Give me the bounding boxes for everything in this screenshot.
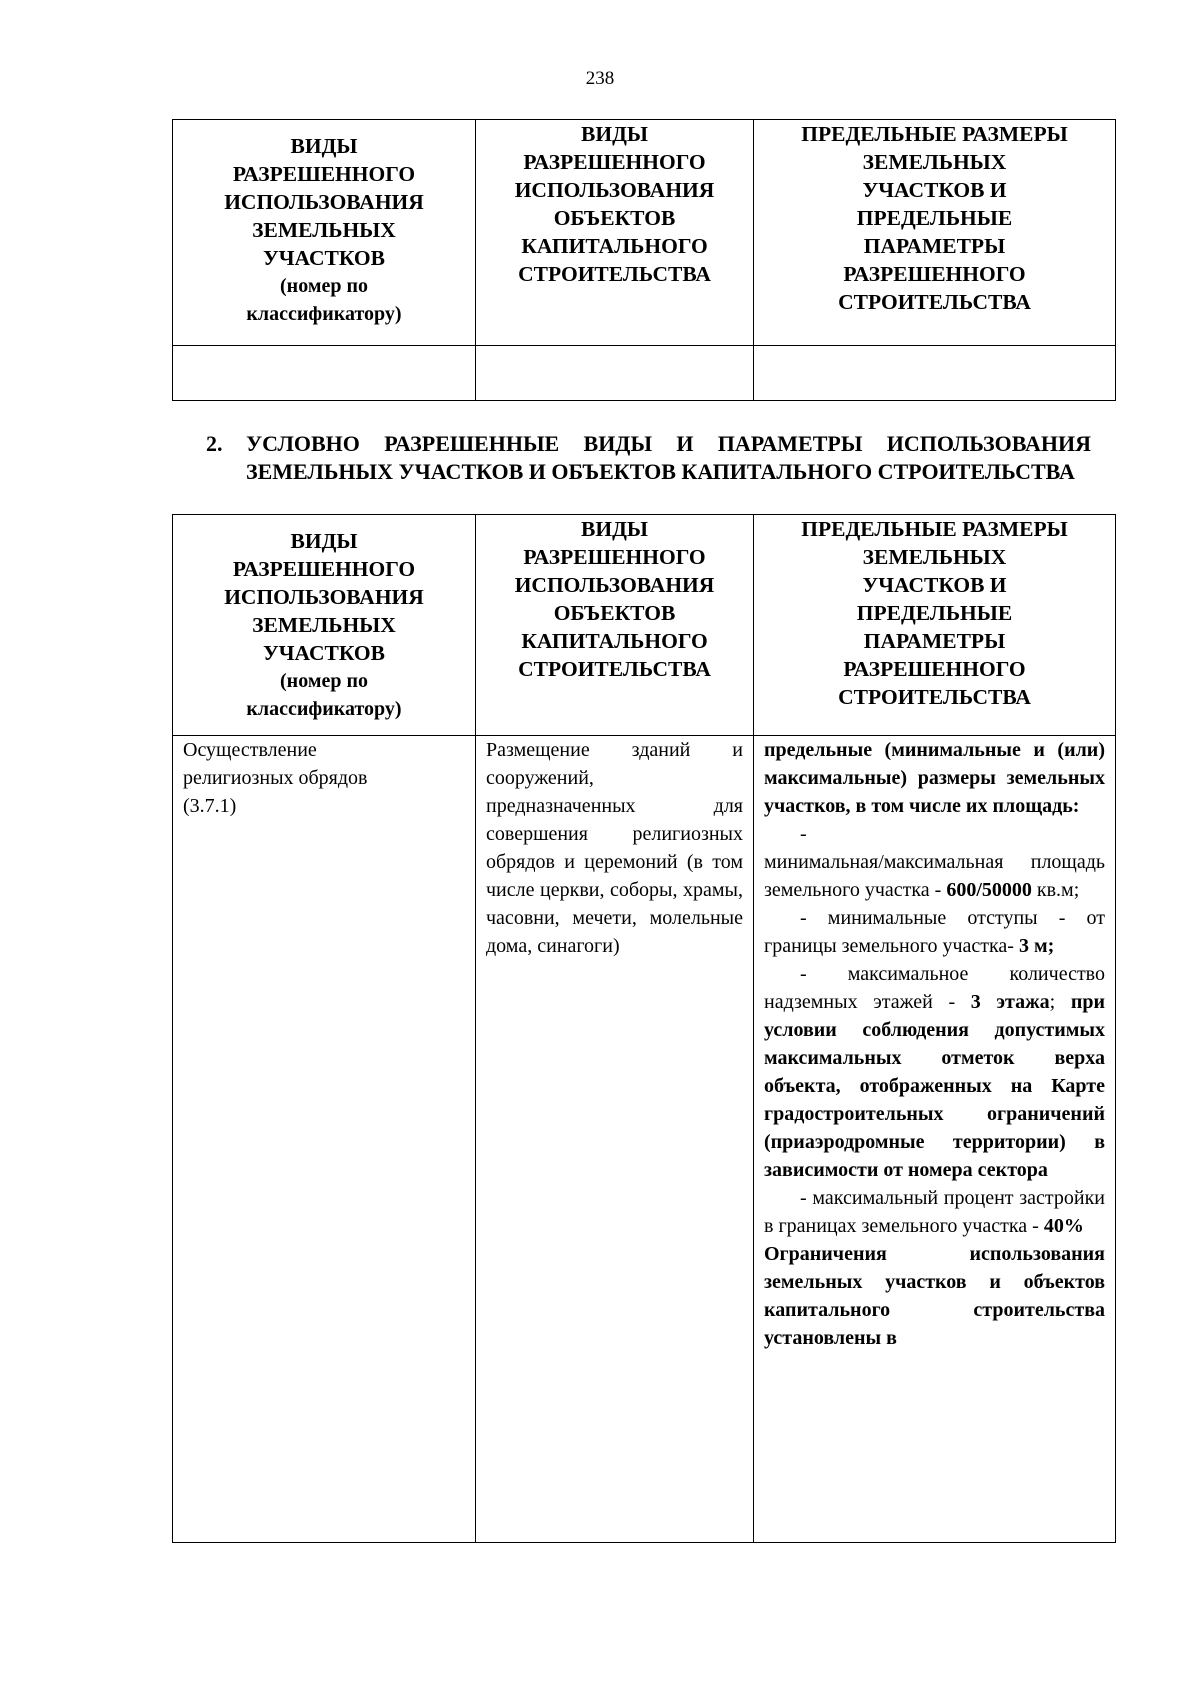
params-area-value: 600/50000 (946, 879, 1032, 901)
header-line: УЧАСТКОВ И (862, 573, 1007, 597)
params-restrictions: Ограничения использования земельных участков и объектов капитального строительства установлены в (764, 1243, 1105, 1349)
params-coverage-value: 40% (1043, 1215, 1084, 1237)
empty-cell (476, 346, 754, 401)
header-cell-limit-sizes (754, 120, 1116, 346)
header-line: РАЗРЕШЕННОГО (843, 262, 1026, 286)
header-line: ЗЕМЕЛЬНЫХ (252, 218, 396, 242)
header-line: РАЗРЕШЕННОГО (843, 657, 1026, 681)
header-line: (номер по (280, 670, 368, 692)
header-line: ИСПОЛЬЗОВАНИЯ (224, 585, 424, 609)
params-area-text: минимальная/максимальная площадь земельного участка - (764, 851, 1105, 901)
header-line: ПАРАМЕТРЫ (863, 629, 1006, 653)
header-cell-capital-objects (476, 120, 754, 346)
header-line: ПРЕДЕЛЬНЫЕ (856, 601, 1013, 625)
table-header-row (173, 515, 1116, 736)
header-line: ВИДЫ (290, 529, 358, 553)
limit-parameters-cell (754, 736, 1116, 1543)
header-line: (номер по (280, 275, 368, 297)
header-line: ВИДЫ (290, 134, 358, 158)
capital-objects-text: Размещение зданий и сооружений, предназначенных для совершения религиозных обрядов и церемоний (в том числе церкви, соборы, храмы, часовни, мечети, молельные дома, синагоги) (486, 739, 743, 957)
header-line: ВИДЫ (581, 122, 648, 146)
params-coverage (764, 1184, 1105, 1240)
page-number: 238 (585, 68, 615, 89)
header-line: классификатору) (246, 303, 402, 325)
params-floors (764, 960, 1105, 1184)
table-header-row (173, 120, 1116, 346)
header-line: РАЗРЕШЕННОГО (523, 150, 706, 174)
params-setback-value: 3 м; (1018, 935, 1055, 957)
header-line: СТРОИТЕЛЬСТВА (838, 685, 1031, 709)
params-area (764, 848, 1105, 904)
header-line: СТРОИТЕЛЬСТВА (838, 290, 1031, 314)
header-line: ПРЕДЕЛЬНЫЕ РАЗМЕРЫ (801, 122, 1068, 146)
params-floors-sep: ; (1049, 991, 1056, 1013)
header-line: УЧАСТКОВ (263, 641, 385, 665)
header-line: РАЗРЕШЕННОГО (523, 545, 706, 569)
params-intro: предельные (минимальные и (или) максимальные) размеры земельных участков, в том числе их площадь: (764, 739, 1105, 817)
header-line: ПРЕДЕЛЬНЫЕ (856, 206, 1013, 230)
params-floors-condition: при условии соблюдения допустимых максимальных отметок верха объекта, отображенных на Карте градостроительных ограничений (приаэродромные территории) в зависимости от номера сектора (764, 991, 1106, 1181)
header-line: ЗЕМЕЛЬНЫХ (862, 150, 1007, 174)
params-dash: - (800, 823, 807, 845)
header-line: РАЗРЕШЕННОГО (232, 557, 416, 581)
header-line: ОБЪЕКТОВ (553, 206, 676, 230)
header-line: ПАРАМЕТРЫ (863, 234, 1006, 258)
header-line: КАПИТАЛЬНОГО (521, 234, 708, 258)
empty-cell (754, 346, 1116, 401)
section-heading (206, 430, 1091, 486)
header-line: КАПИТАЛЬНОГО (521, 629, 708, 653)
header-cell-limit-sizes (754, 515, 1116, 736)
header-cell-land-use (173, 120, 476, 346)
header-line: ИСПОЛЬЗОВАНИЯ (514, 573, 715, 597)
capital-objects-cell (476, 736, 754, 1543)
header-line: СТРОИТЕЛЬСТВА (518, 262, 711, 286)
header-line: УЧАСТКОВ И (862, 178, 1007, 202)
land-use-cell (173, 736, 476, 1543)
header-line: СТРОИТЕЛЬСТВА (518, 657, 711, 681)
header-line: ПРЕДЕЛЬНЫЕ РАЗМЕРЫ (801, 517, 1068, 541)
header-line: УЧАСТКОВ (263, 246, 385, 270)
land-use-text: Осуществление религиозных обрядов (3.7.1) (183, 739, 368, 817)
permitted-uses-table-top (172, 119, 1116, 401)
header-line: ИСПОЛЬЗОВАНИЯ (224, 190, 424, 214)
params-coverage-text: - максимальный процент застройки в границах земельного участка - (764, 1187, 1105, 1237)
header-line: РАЗРЕШЕННОГО (232, 162, 416, 186)
section-title: УСЛОВНО РАЗРЕШЕННЫЕ ВИДЫ И ПАРАМЕТРЫ ИСПОЛЬЗОВАНИЯ ЗЕМЕЛЬНЫХ УЧАСТКОВ И ОБЪЕКТОВ КАПИТАЛЬНОГО СТРОИТЕЛЬСТВА (246, 431, 1091, 484)
params-floors-value: 3 этажа (970, 991, 1050, 1013)
empty-cell (173, 346, 476, 401)
conditional-uses-table (172, 514, 1116, 1543)
header-line: классификатору) (246, 698, 402, 720)
section-number: 2. (206, 431, 223, 456)
header-line: ВИДЫ (581, 517, 648, 541)
table-row (173, 736, 1116, 1543)
header-line: ИСПОЛЬЗОВАНИЯ (514, 178, 715, 202)
header-line: ЗЕМЕЛЬНЫХ (862, 545, 1007, 569)
params-setback (764, 904, 1105, 960)
header-cell-capital-objects (476, 515, 754, 736)
params-area-unit: кв.м; (1036, 879, 1080, 901)
params-setback-text: - минимальные отступы - от границы земельного участка- (764, 907, 1105, 957)
empty-table-row (173, 346, 1116, 401)
params-floors-text: - максимальное количество надземных этажей - (764, 963, 1105, 1013)
header-line: ЗЕМЕЛЬНЫХ (252, 613, 396, 637)
header-cell-land-use (173, 515, 476, 736)
header-line: ОБЪЕКТОВ (553, 601, 676, 625)
